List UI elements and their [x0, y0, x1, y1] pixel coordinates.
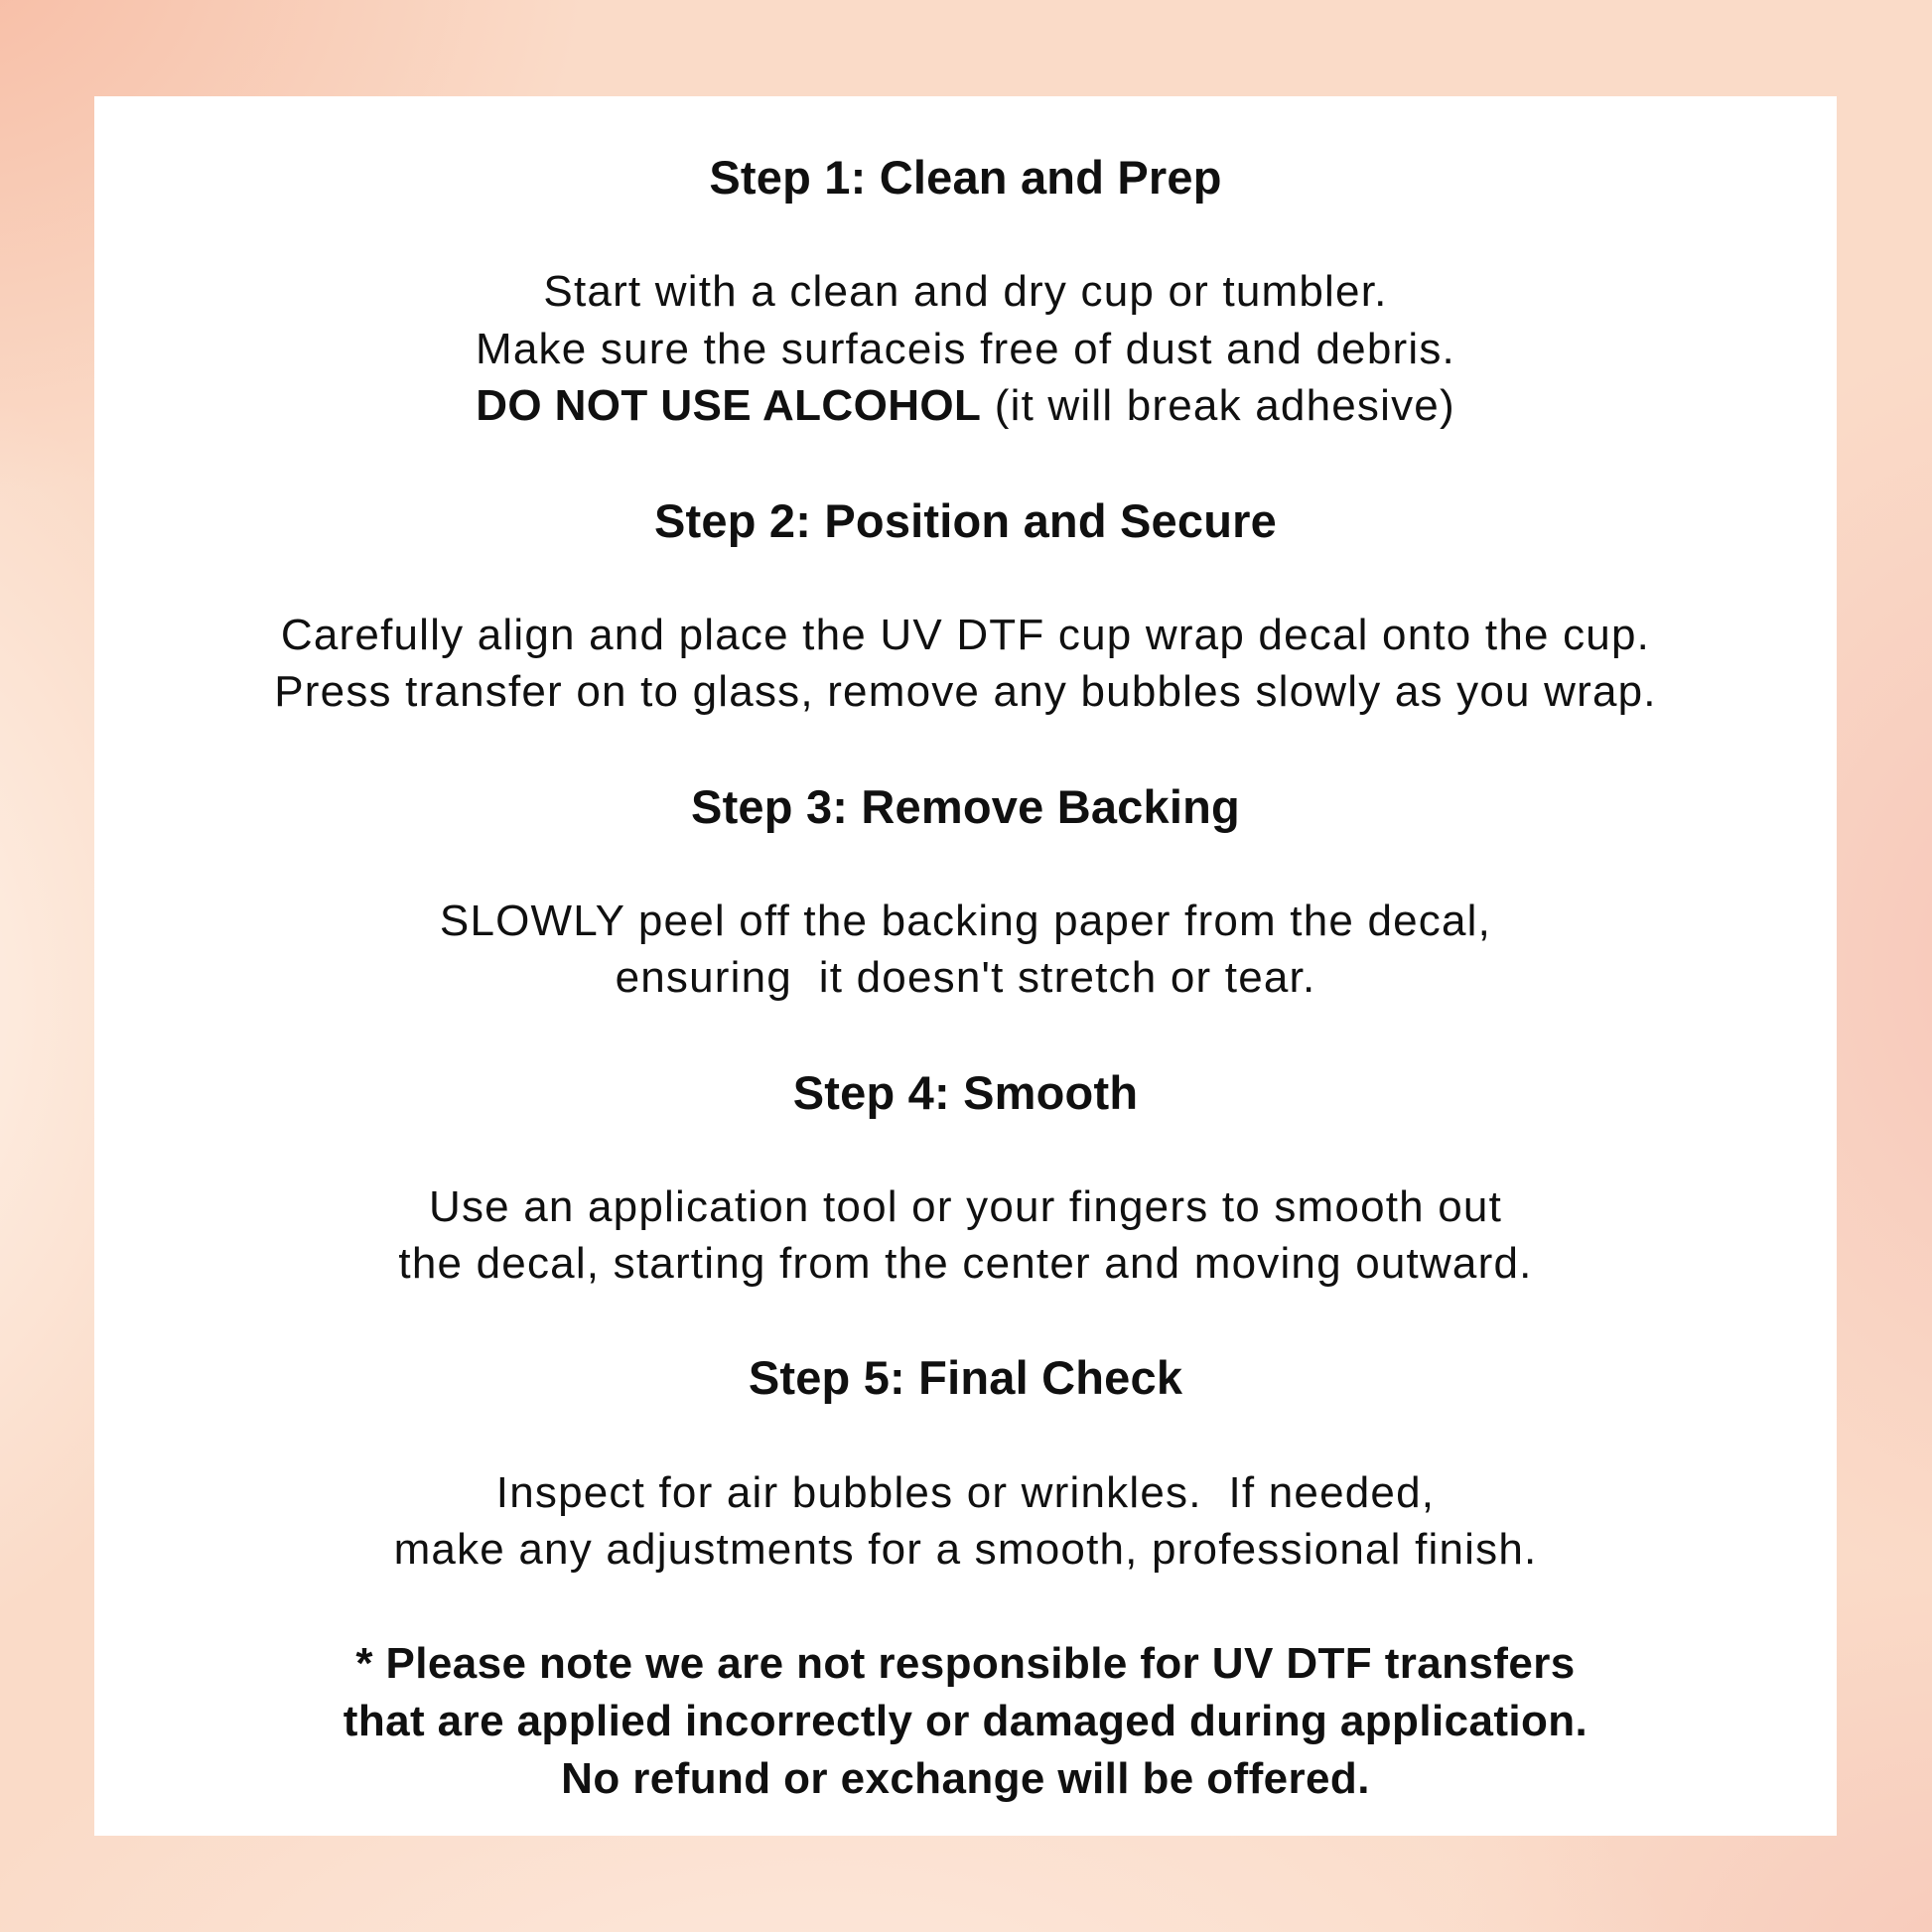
text-segment: SLOWLY peel off the backing paper from the decal, [439, 896, 1492, 945]
instruction-line [94, 263, 1837, 321]
instructions-text-block [94, 149, 1837, 1807]
instruction-line [94, 377, 1837, 435]
line-gap [94, 549, 1837, 607]
text-segment: make any adjustments for a smooth, professional finish. [393, 1525, 1538, 1575]
instruction-line [94, 663, 1837, 721]
instruction-line [94, 1521, 1837, 1579]
text-segment: ensuring it doesn't stretch or tear. [615, 953, 1316, 1003]
disclaimer-line: No refund or exchange will be offered. [561, 1753, 1370, 1803]
step-heading: Step 3: Remove Backing [691, 779, 1240, 833]
text-segment: (it will break adhesive) [981, 381, 1455, 431]
line-gap [94, 721, 1837, 778]
line-gap [94, 1579, 1837, 1636]
text-segment: Start with a clean and dry cup or tumbler. [543, 267, 1388, 317]
text-segment: Press transfer on to glass, remove any bubbles slowly as you wrap. [274, 667, 1657, 717]
instruction-line [94, 1178, 1837, 1236]
instruction-line [94, 607, 1837, 664]
text-segment: the decal, starting from the center and moving outward. [398, 1239, 1533, 1289]
text-segment: Carefully align and place the UV DTF cup wrap decal onto the cup. [280, 610, 1651, 659]
instruction-line [94, 1464, 1837, 1522]
text-segment: Use an application tool or your fingers to smooth out [428, 1181, 1503, 1231]
text-segment: Make sure the surfaceis free of dust and debris. [476, 324, 1455, 373]
step-heading: Step 5: Final Check [748, 1351, 1183, 1405]
step-heading: Step 1: Clean and Prep [709, 151, 1222, 204]
step-heading: Step 4: Smooth [792, 1065, 1139, 1119]
line-gap [94, 207, 1837, 264]
line-gap [94, 1407, 1837, 1464]
instruction-line [94, 321, 1837, 378]
text-segment: DO NOT USE ALCOHOL [476, 381, 982, 431]
line-gap [94, 835, 1837, 893]
step-heading: Step 2: Position and Secure [654, 493, 1277, 547]
line-gap [94, 1007, 1837, 1064]
instruction-card [94, 96, 1837, 1836]
instruction-line [94, 1235, 1837, 1293]
line-gap [94, 435, 1837, 492]
line-gap [94, 1293, 1837, 1350]
text-segment: Inspect for air bubbles or wrinkles. If needed, [495, 1467, 1436, 1517]
instruction-line [94, 949, 1837, 1007]
disclaimer-line: * Please note we are not responsible for UV DTF transfers [355, 1639, 1576, 1689]
line-gap [94, 1121, 1837, 1178]
disclaimer-line: that are applied incorrectly or damaged during application. [343, 1697, 1588, 1746]
instruction-line [94, 893, 1837, 950]
